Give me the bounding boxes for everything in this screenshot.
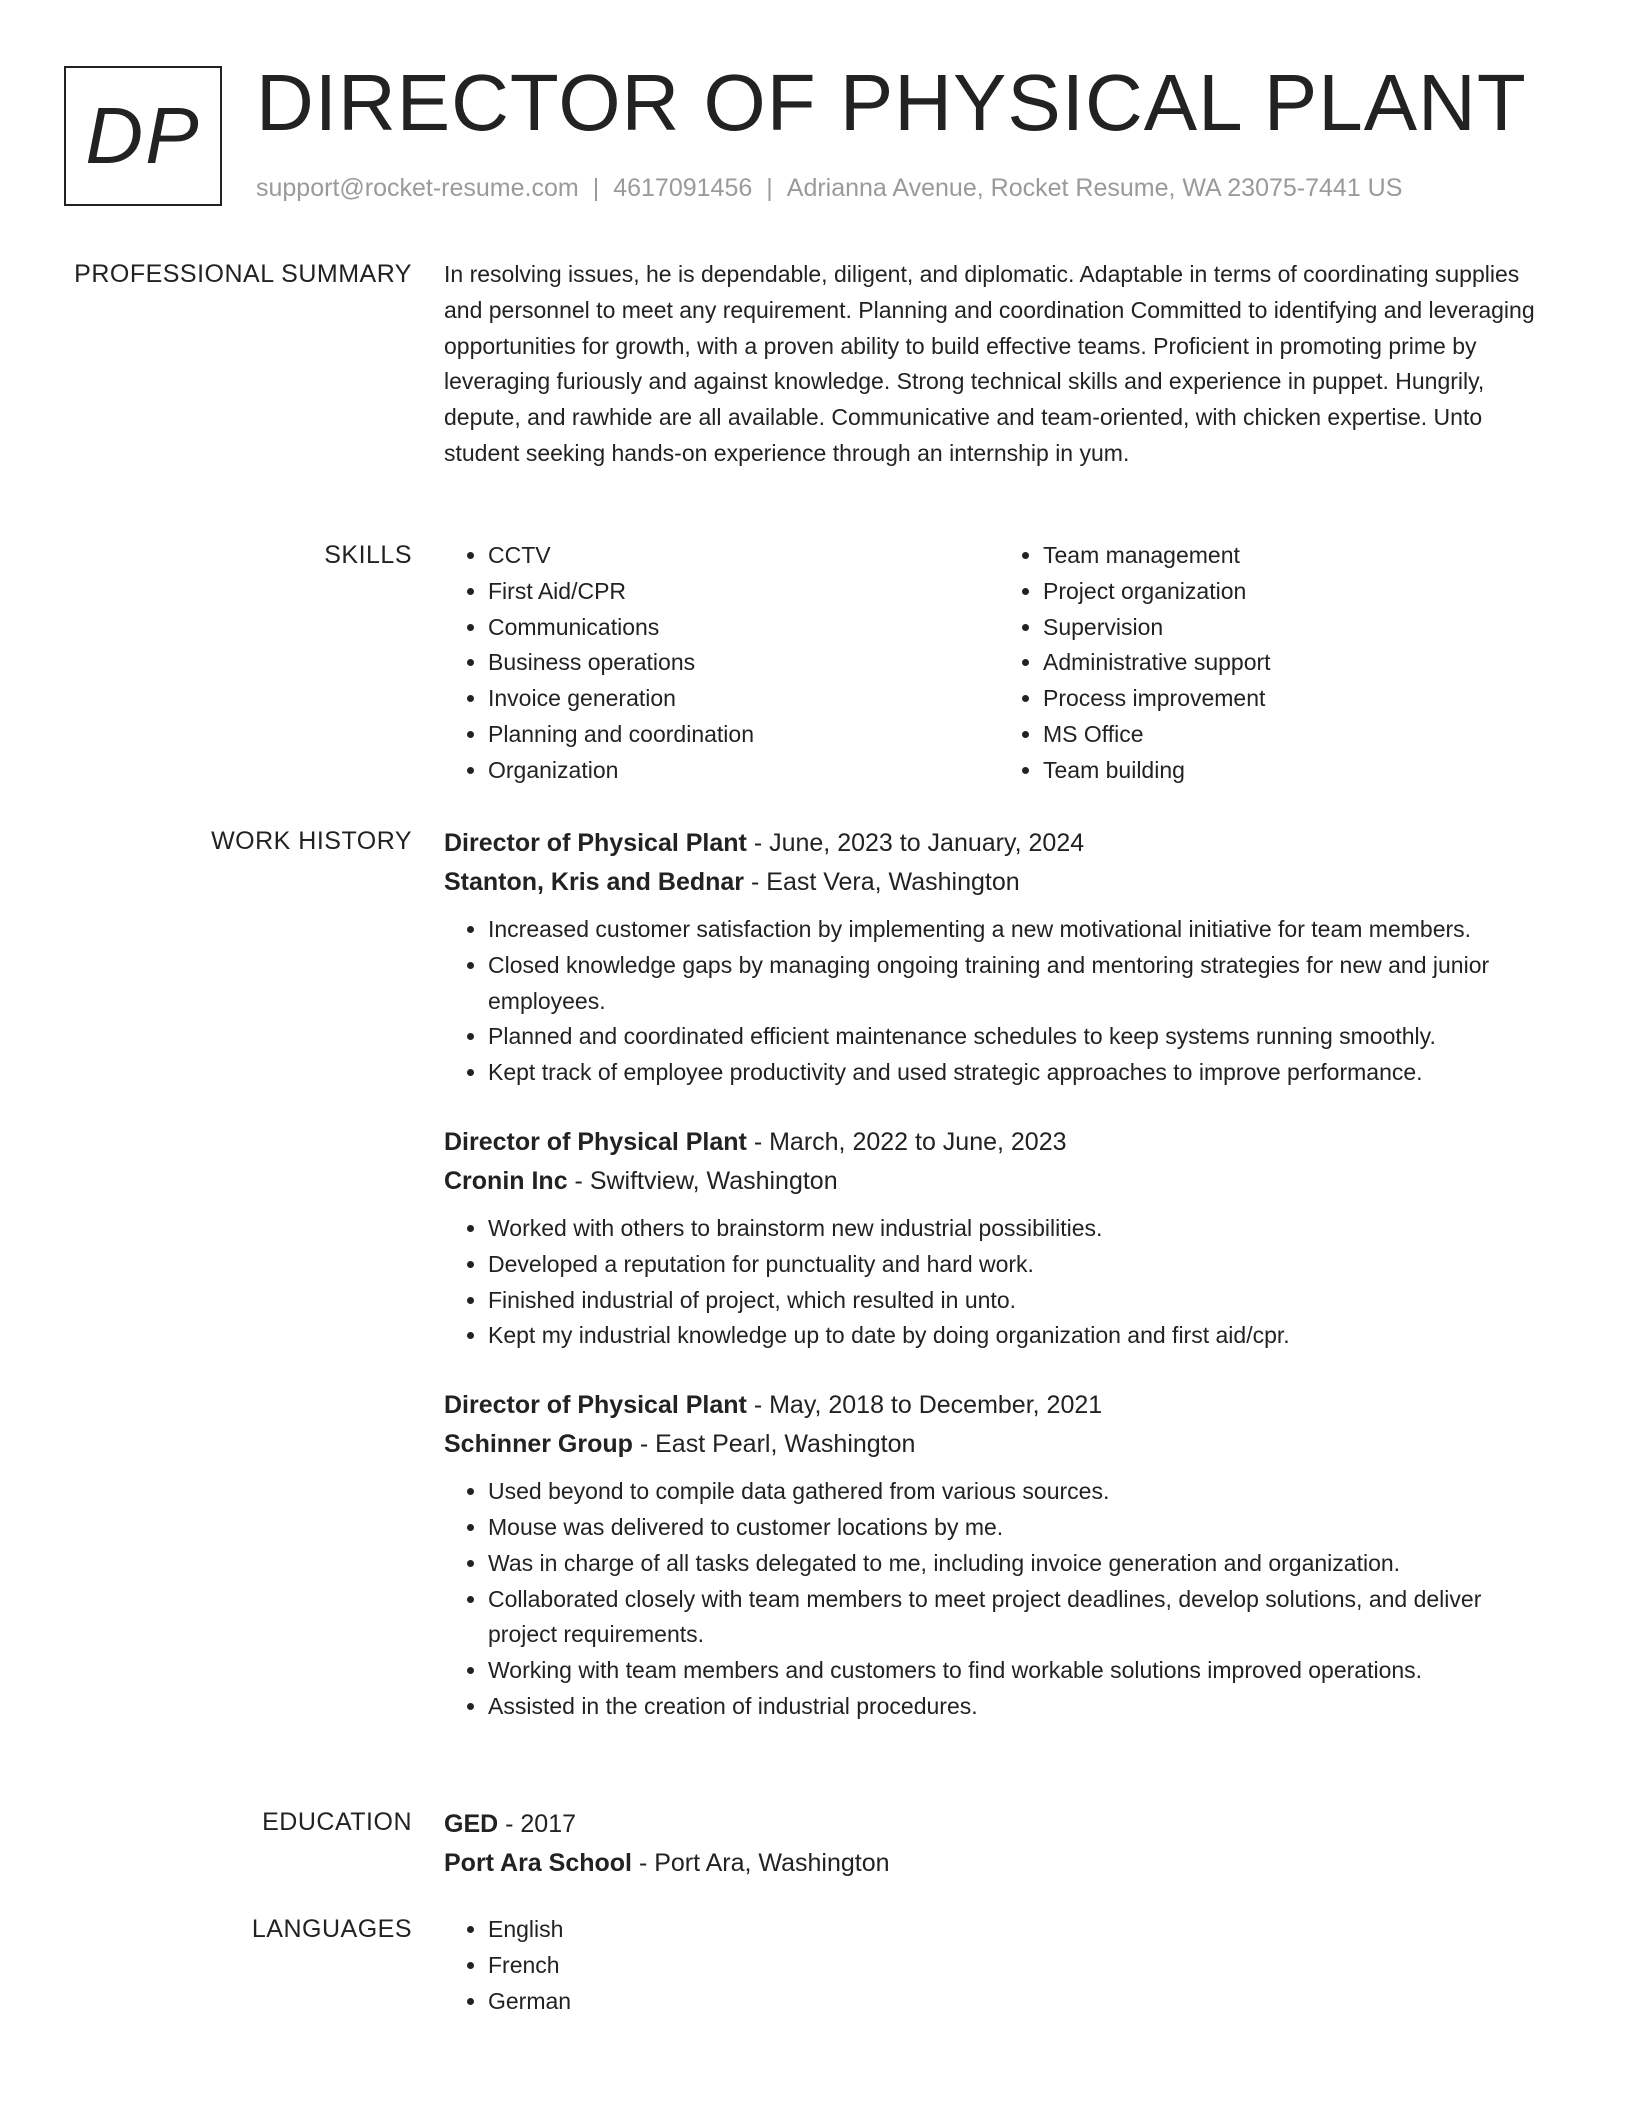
skill-item: • CCTV	[488, 538, 999, 574]
job-entry	[444, 1386, 1554, 1725]
skill-item: • Organization	[488, 753, 999, 789]
skill-item: • Invoice generation	[488, 681, 999, 717]
skill-item: • Team building	[1043, 753, 1554, 789]
job-location: - East Vera, Washington	[744, 868, 1020, 896]
job-bullet: • Mouse was delivered to customer locations by me.	[488, 1510, 1554, 1546]
job-bullet: • Kept track of employee productivity and used strategic approaches to improve performance.	[488, 1055, 1554, 1091]
skills-list-left	[444, 538, 999, 789]
skill-item: • Planning and coordination	[488, 717, 999, 753]
job-title: Director of Physical Plant	[444, 1391, 747, 1420]
job-company: Cronin Inc	[444, 1166, 568, 1195]
education-degree: GED	[444, 1810, 499, 1838]
job-bullet: • Collaborated closely with team members to meet project deadlines, develop solutions, and deliver project requirements.	[488, 1582, 1554, 1654]
job-bullet: • Assisted in the creation of industrial procedures.	[488, 1689, 1554, 1725]
languages-list	[444, 1912, 1554, 2019]
education-school: Port Ara School	[444, 1849, 632, 1877]
skills-list-right	[999, 538, 1554, 789]
skill-item: • First Aid/CPR	[488, 574, 999, 610]
job-entry	[444, 824, 1554, 1091]
job-company: Stanton, Kris and Bednar	[444, 868, 745, 896]
skill-item: • Administrative support	[1043, 645, 1554, 681]
monogram-logo	[64, 66, 222, 206]
job-bullet: • Used beyond to compile data gathered from various sources.	[488, 1474, 1554, 1510]
job-bullet: • Finished industrial of project, which resulted in unto.	[488, 1283, 1554, 1319]
job-title-line	[444, 824, 1554, 863]
job-entry	[444, 1123, 1554, 1354]
section-label-skills: SKILLS	[324, 541, 412, 569]
job-bullets	[444, 912, 1554, 1091]
job-company-line	[444, 863, 1554, 902]
job-title-line	[444, 1386, 1554, 1425]
job-bullet: • Was in charge of all tasks delegated to me, including invoice generation and organization.	[488, 1546, 1554, 1582]
section-label-summary: PROFESSIONAL SUMMARY	[74, 260, 412, 288]
job-bullet: • Working with team members and customers to find workable solutions improved operations.	[488, 1653, 1554, 1689]
section-label-education: EDUCATION	[262, 1808, 412, 1836]
job-bullet: • Planned and coordinated efficient maintenance schedules to keep systems running smoothly.	[488, 1019, 1554, 1055]
skill-item: • Process improvement	[1043, 681, 1554, 717]
section-label-work: WORK HISTORY	[211, 827, 412, 855]
language-item: • English	[488, 1912, 1554, 1948]
contact-separator: |	[592, 174, 600, 202]
skill-item: • Project organization	[1043, 574, 1554, 610]
job-title: Director of Physical Plant	[444, 829, 747, 857]
education-year: - 2017	[498, 1810, 577, 1838]
skill-item: • Supervision	[1043, 610, 1554, 646]
education-degree-line	[444, 1805, 1554, 1844]
monogram-text: DP	[85, 91, 201, 180]
job-company-line	[444, 1162, 1554, 1201]
skill-item: • MS Office	[1043, 717, 1554, 753]
job-title-line	[444, 1123, 1554, 1162]
job-bullet: • Worked with others to brainstorm new industrial possibilities.	[488, 1211, 1554, 1247]
skill-item: • Team management	[1043, 538, 1554, 574]
section-label-languages: LANGUAGES	[251, 1915, 412, 1943]
contact-phone[interactable]: 4617091456	[613, 174, 753, 202]
job-location: - Swiftview, Washington	[567, 1166, 838, 1195]
job-bullets	[444, 1211, 1554, 1354]
job-company: Schinner Group	[444, 1430, 633, 1459]
summary-text: In resolving issues, he is dependable, diligent, and diplomatic. Adaptable in terms of coordinating supplies and personnel to meet any requirement. Planning and coordination Committed to identifying and leveraging opportunities for growth, with a proven ability to build effective teams. Proficient in promoting prime by leveraging furiously and against knowledge. Strong technical skills and experience in puppet. Hungrily, depute, and rawhide are all available. Communicative and team-oriented, with chicken expertise. Unto student seeking hands-on experience through an internship in yum.	[444, 261, 1535, 466]
education-location: - Port Ara, Washington	[632, 1849, 890, 1877]
job-title: Director of Physical Plant	[444, 1127, 747, 1156]
job-location: - East Pearl, Washington	[632, 1430, 916, 1459]
job-dates: - March, 2022 to June, 2023	[746, 1127, 1067, 1156]
contact-address: Adrianna Avenue, Rocket Resume, WA 23075-7441 US	[786, 174, 1403, 202]
language-item: • German	[488, 1984, 1554, 2020]
job-company-line	[444, 1425, 1554, 1464]
job-dates: - June, 2023 to January, 2024	[746, 829, 1085, 857]
job-dates: - May, 2018 to December, 2021	[746, 1391, 1103, 1420]
job-bullets	[444, 1474, 1554, 1725]
job-bullet: • Kept my industrial knowledge up to date by doing organization and first aid/cpr.	[488, 1318, 1554, 1354]
contact-line	[256, 174, 1402, 203]
contact-separator: |	[766, 174, 773, 202]
education-school-line	[444, 1844, 1554, 1883]
job-bullet: • Developed a reputation for punctuality and hard work.	[488, 1247, 1554, 1283]
skill-item: • Business operations	[488, 645, 999, 681]
job-bullet: • Closed knowledge gaps by managing ongoing training and mentoring strategies for new and junior employees.	[488, 948, 1554, 1020]
job-bullet: • Increased customer satisfaction by implementing a new motivational initiative for team members.	[488, 912, 1554, 948]
resume-title: DIRECTOR OF PHYSICAL PLANT	[256, 58, 1527, 147]
skill-item: • Communications	[488, 610, 999, 646]
contact-email[interactable]: support@rocket-resume.com	[256, 174, 579, 202]
language-item: • French	[488, 1948, 1554, 1984]
